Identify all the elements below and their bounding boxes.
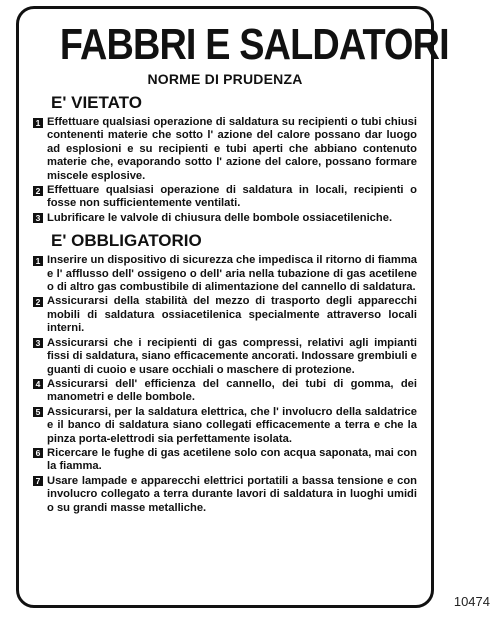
mandatory-heading: E' OBBLIGATORIO: [51, 231, 202, 251]
safety-sign: [16, 6, 449, 608]
product-code: 10474: [453, 594, 490, 609]
item-number-badge: 1: [33, 118, 43, 128]
mandatory-item: [33, 295, 417, 335]
item-number-badge: 2: [33, 186, 43, 196]
mandatory-item: [33, 378, 417, 405]
item-number-badge: 3: [33, 213, 43, 223]
item-text: Effettuare qualsiasi operazione di saldatura in locali, recipienti o fosse non sufficientemente ventilati.: [47, 184, 417, 210]
item-text: Usare lampade e apparecchi elettrici portatili a bassa tensione e con involucro collegato a terra durante lavori di saldatura in luoghi umidi o su grandi masse metalliche.: [47, 474, 417, 514]
item-text: Lubrificare le valvole di chiusura delle bombole ossiacetileniche.: [47, 211, 393, 224]
mandatory-item: [33, 406, 417, 446]
item-number-badge: 4: [33, 379, 43, 389]
item-text: Assicurarsi della stabilità del mezzo di trasporto degli apparecchi mobili di saldatura ossiacetilenica specialmente attraverso locali interni.: [47, 295, 417, 335]
sign-title: FABBRI E SALDATORI: [59, 20, 449, 69]
mandatory-item: [33, 447, 417, 474]
item-number-badge: 7: [33, 476, 43, 486]
item-text: Inserire un dispositivo di sicurezza che impedisca il ritorno di fiamma e l' afflusso dell' ossigeno o dell' aria nella tubazione di gas acetilene o di altro gas combustibile di alimentazione del cannello di saldatura.: [47, 254, 417, 294]
mandatory-list: [33, 254, 417, 515]
item-number-badge: 2: [33, 297, 43, 307]
item-number-badge: 6: [33, 448, 43, 458]
item-number-badge: 1: [33, 256, 43, 266]
item-text: Assicurarsi dell' efficienza del cannello, dei tubi di gomma, dei manometri e delle bombole.: [47, 377, 417, 404]
prohibited-item: [33, 184, 417, 211]
mandatory-item: [33, 254, 417, 294]
mandatory-item: [33, 337, 417, 377]
prohibited-heading: E' VIETATO: [51, 93, 142, 112]
prohibited-item: [33, 116, 417, 183]
item-text: Assicurarsi che i recipienti di gas compressi, relativi agli impianti fissi di saldatura, siano efficacemente ancorati. Indossare grembiuli e guanti di cuoio e usare occhiali o maschere di protezione.: [47, 336, 417, 376]
sign-subtitle: NORME DI PRUDENZA: [147, 71, 303, 87]
item-text: Assicurarsi, per la saldatura elettrica, che l' involucro della saldatrice e il banco di saldatura siano collegati efficacemente a terra e che la pinza porta-elettrodi sia perfettamente isolata.: [47, 405, 417, 445]
item-text: Ricercare le fughe di gas acetilene solo con acqua saponata, mai con la fiamma.: [47, 446, 417, 473]
item-text: Effettuare qualsiasi operazione di saldatura su recipienti o tubi chiusi contenenti materie che sotto l' azione del calore possano dar luogo ad esplosioni e su recipienti e tubi aperti che abbiano contenuto materie che, evaporando sotto l' azione del calore, possano formare miscele esplosive.: [47, 116, 417, 182]
item-number-badge: 5: [33, 407, 43, 417]
mandatory-item: [33, 475, 417, 515]
prohibited-list: [33, 116, 417, 225]
prohibited-item: [33, 212, 417, 225]
item-number-badge: 3: [33, 338, 43, 348]
